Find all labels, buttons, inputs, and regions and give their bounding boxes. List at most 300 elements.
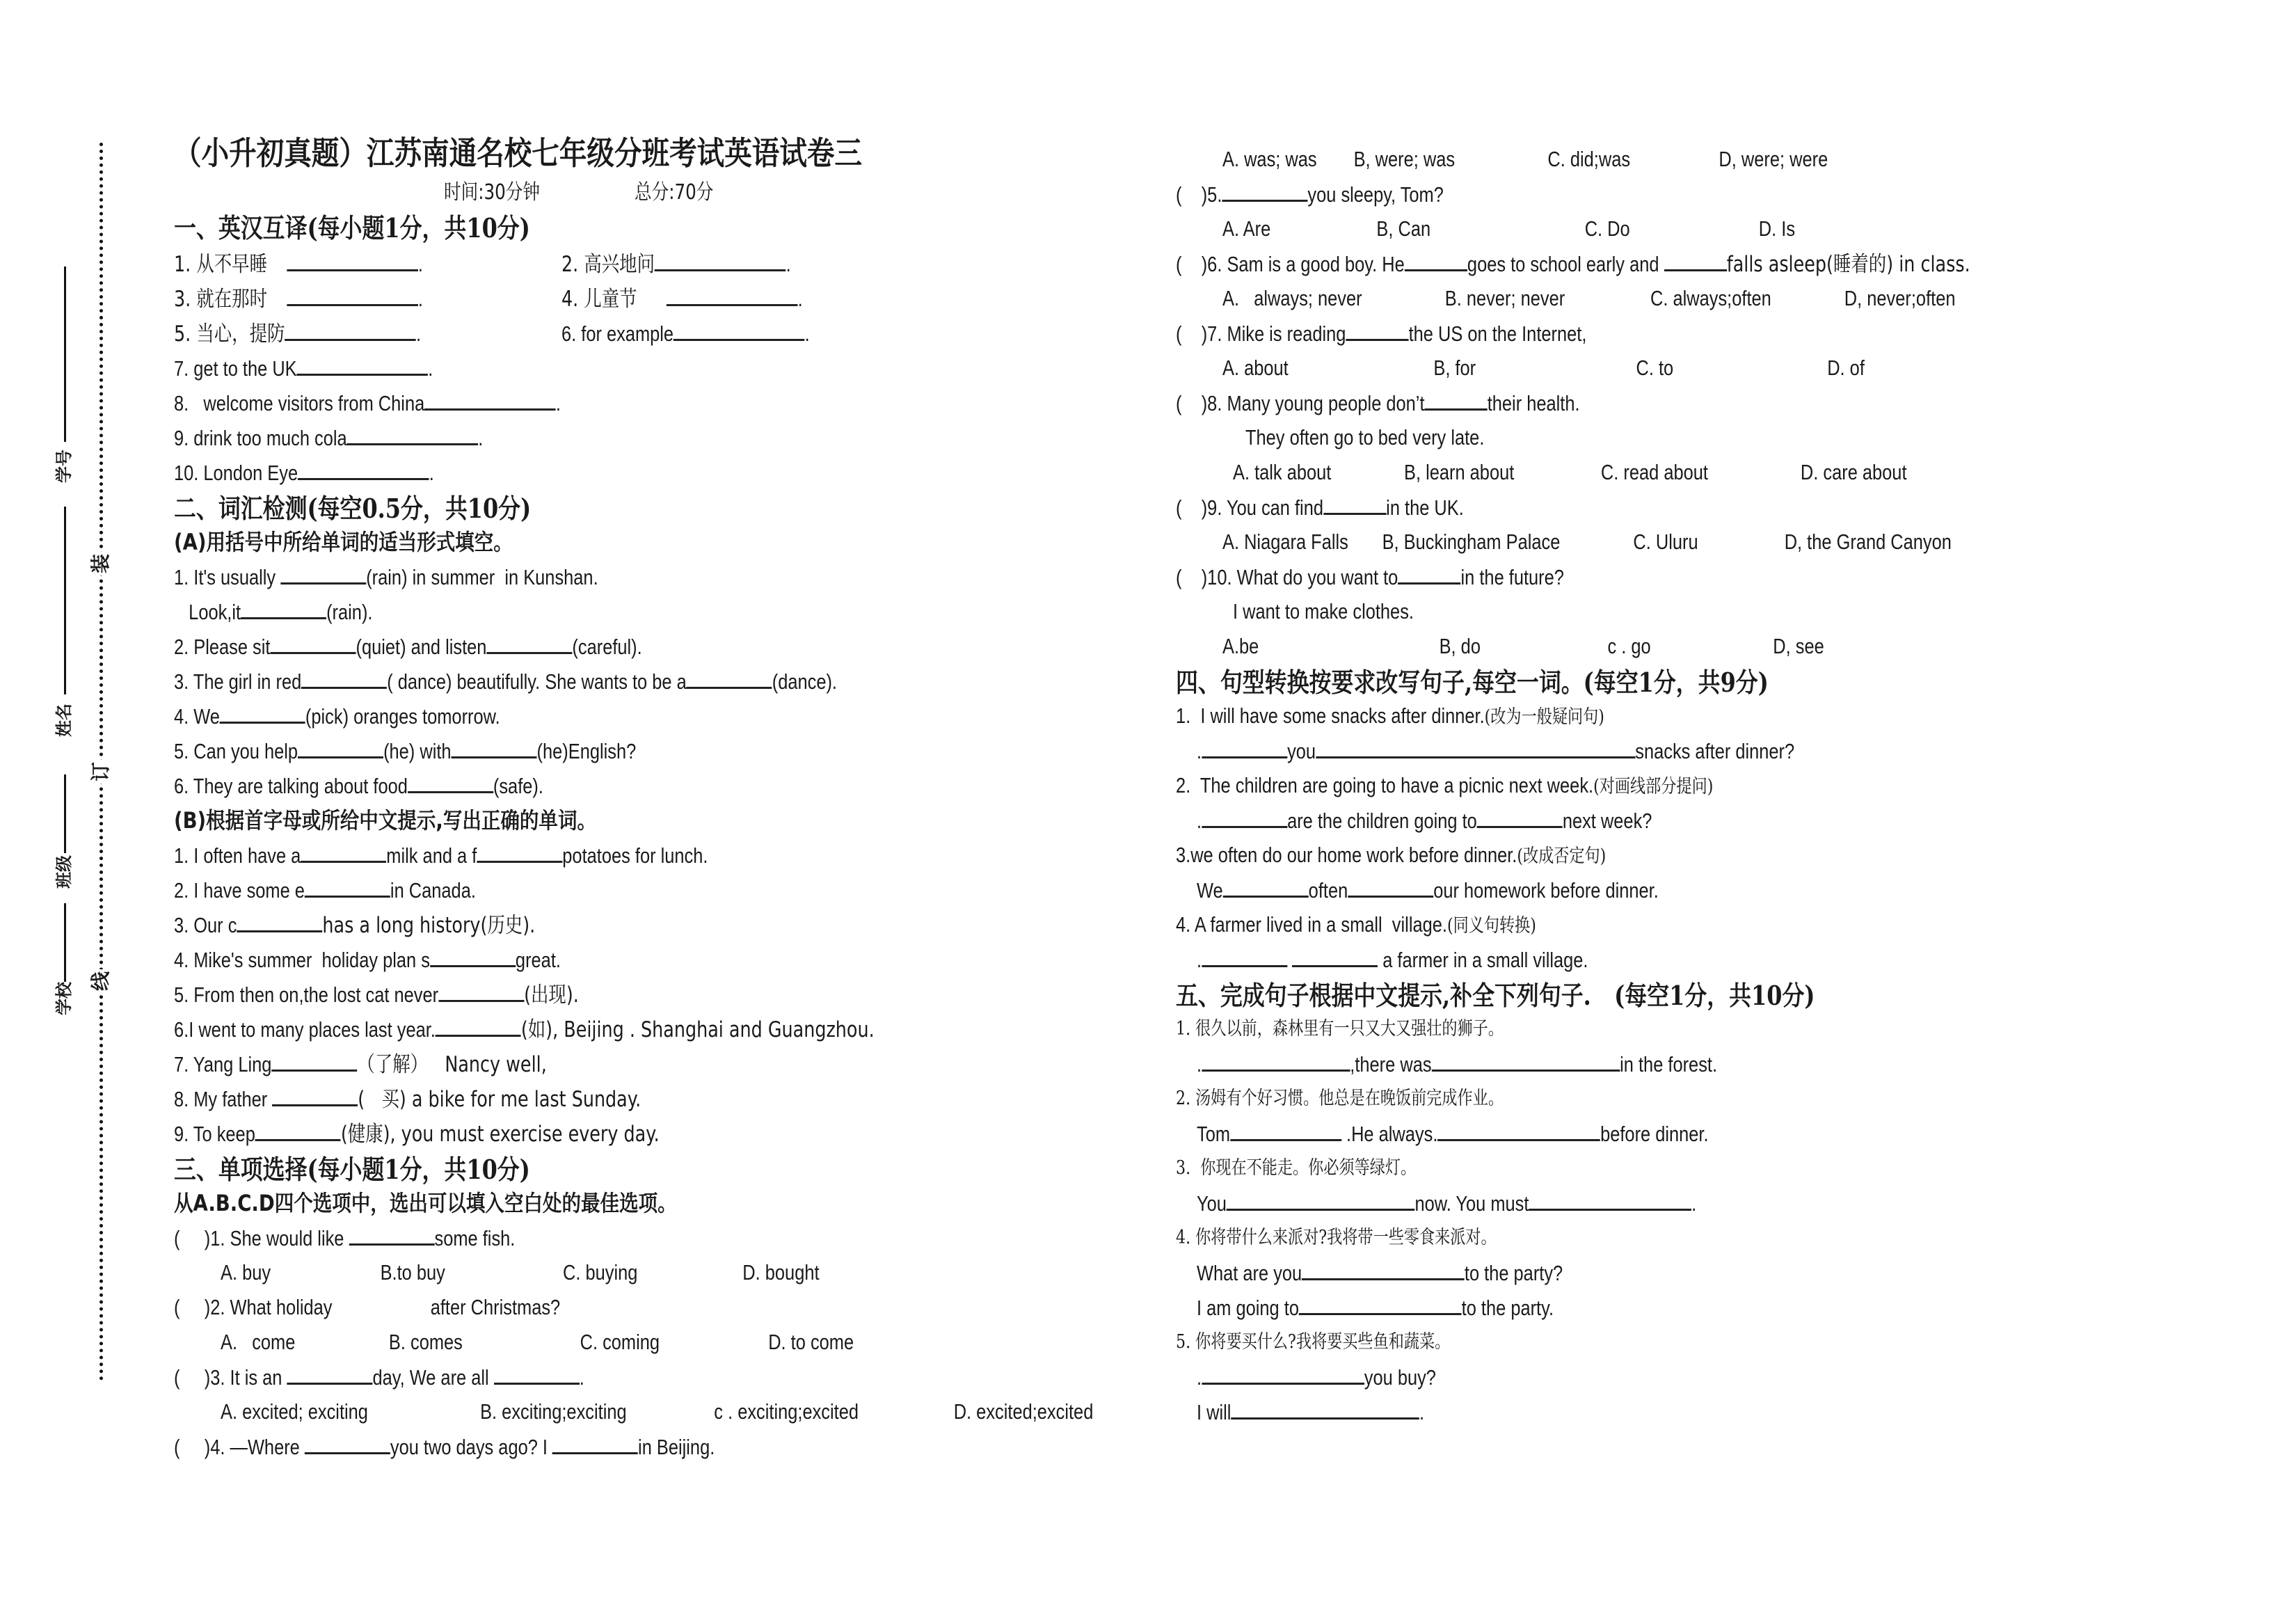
text: (careful). (572, 635, 642, 659)
option-d[interactable]: D. Is (1758, 216, 1796, 241)
answer-bracket[interactable]: ( (1176, 182, 1182, 207)
page-title: （小升初真题）江苏南通名校七年级分班考试英语试卷三 (174, 134, 862, 172)
text: in the UK. (1386, 495, 1464, 520)
answer-blank[interactable] (280, 562, 366, 585)
student-number-line[interactable] (64, 267, 66, 442)
answer-blank[interactable] (1230, 1118, 1341, 1141)
text: day, We are all (372, 1365, 494, 1390)
text: next week? (1562, 809, 1652, 833)
text: .He always. (1346, 1122, 1438, 1146)
s4-answer-2 (1197, 805, 1652, 836)
answer-blank[interactable] (1348, 875, 1433, 898)
answer-blank[interactable] (430, 944, 516, 967)
text: )1. She would like (204, 1226, 349, 1250)
text: Tom (1197, 1122, 1231, 1146)
answer-blank[interactable] (687, 666, 772, 689)
s4-answer-3 (1197, 875, 1659, 905)
s1-item-label: 4. 儿童节 (561, 287, 637, 312)
class-label: 班级 (54, 855, 74, 889)
s1-item-6: 6. for example . (561, 318, 810, 349)
answer-blank[interactable] (486, 631, 572, 654)
answer-blank[interactable] (272, 1083, 358, 1106)
answer-blank[interactable] (1299, 1292, 1462, 1315)
answer-blank[interactable] (237, 909, 322, 932)
text: 7. Yang Ling (174, 1052, 272, 1076)
text: (健康), you must exercise every day. (340, 1122, 660, 1147)
hint: (对画线部分提问) (1593, 776, 1714, 797)
name-line[interactable] (64, 507, 66, 694)
text: (如), Beijing . Shanghai and Guangzhou. (520, 1017, 875, 1042)
answer-blank[interactable] (298, 457, 429, 480)
text: （了解） Nancy well, (357, 1052, 547, 1077)
answer-bracket[interactable]: ( (174, 1365, 180, 1390)
text: )3. It is an (204, 1365, 287, 1390)
s1-item-8: 8. welcome visitors from China . (174, 388, 561, 418)
text: (dance). (772, 669, 838, 694)
s4-answer-1 (1197, 736, 1794, 766)
answer-blank (1323, 492, 1386, 515)
mc-options-3 (221, 1397, 1093, 1427)
answer-blank (1405, 248, 1467, 271)
text: 6. They are talking about food (174, 774, 408, 798)
s5-prompt-1: 1. 很久以前，森林里有一只又大又强壮的狮子。 (1176, 1018, 1504, 1040)
option-b[interactable]: B, Can (1376, 216, 1431, 241)
option-c[interactable]: C. always;often (1650, 286, 1771, 310)
answer-blank[interactable] (1437, 1118, 1600, 1141)
s1-item-1: 1. 从不早睡 . (174, 248, 423, 279)
option-b[interactable]: B, were; was (1353, 147, 1456, 171)
answer-blank[interactable] (452, 736, 537, 758)
text: 3. Our c (174, 913, 237, 937)
text: goes to school early and (1467, 252, 1664, 276)
name-label: 姓名 (54, 703, 74, 737)
answer-bracket[interactable]: ( (1176, 252, 1182, 276)
answer-blank[interactable] (408, 770, 493, 793)
text: often (1308, 878, 1348, 903)
answer-blank (1398, 562, 1460, 585)
section2-heading: 二、词汇检测(每空0.5分，共10分) (174, 493, 532, 524)
s1-item-label: 6. for example (561, 321, 674, 346)
mc-options-7 (1222, 353, 1865, 383)
answer-blank[interactable] (285, 318, 416, 341)
answer-blank (349, 1223, 435, 1246)
option-a[interactable]: A.be (1222, 634, 1259, 658)
text: 2. I have some e (174, 878, 305, 903)
s2b-line (174, 1118, 660, 1149)
text: snacks after dinner? (1635, 739, 1795, 763)
answer-blank[interactable] (655, 248, 786, 271)
text: a farmer in a small village. (1382, 948, 1588, 972)
mc-options-8 (1233, 457, 1907, 488)
mc-question-9 (1176, 492, 1464, 523)
mc-question-8 (1176, 388, 1580, 418)
answer-blank[interactable] (1231, 1397, 1419, 1420)
s2b-line (174, 979, 579, 1010)
answer-bracket[interactable]: ( (1176, 495, 1182, 520)
answer-blank[interactable] (1202, 805, 1287, 828)
text: ( dance) beautifully. She wants to be a (387, 669, 687, 694)
text: )6. Sam is a good boy. He (1201, 252, 1405, 276)
s5-answer-4b (1197, 1292, 1554, 1323)
text: our homework before dinner. (1433, 878, 1659, 903)
option-a[interactable]: A. buy (221, 1260, 271, 1285)
answer-blank[interactable] (347, 422, 479, 445)
text: 1. I will have some snacks after dinner. (1176, 703, 1485, 728)
answer-blank[interactable] (477, 840, 562, 863)
s5-prompt-3: 3. 你现在不能走。你必须等绿灯。 (1176, 1157, 1417, 1179)
s1-item-3: 3. 就在那时 . (174, 283, 423, 314)
section2a-heading: (A)用括号中所给单词的适当形式填空。 (174, 529, 513, 555)
section3-heading: 三、单项选择(每小题1分，共10分) (174, 1154, 530, 1185)
s1-item-label: 1. 从不早睡 (174, 252, 268, 277)
section3-instruction: 从A.B.C.D四个选项中，选出可以填入空白处的最佳选项。 (174, 1190, 677, 1216)
text: )4. —Where (204, 1435, 305, 1459)
text: . (1197, 739, 1202, 763)
mc-options-4 (1222, 144, 1828, 175)
s2b-line (174, 1083, 641, 1114)
text: 3.we often do our home work before dinner. (1176, 843, 1517, 867)
answer-blank[interactable] (1227, 1188, 1415, 1211)
answer-blank[interactable] (241, 596, 326, 619)
text: )2. What holiday (204, 1295, 333, 1319)
score-label: 总分:70分 (635, 180, 714, 205)
text: 4. A farmer lived in a small village. (1176, 912, 1447, 937)
answer-blank (1222, 179, 1307, 202)
text: . (1419, 1400, 1425, 1424)
option-b[interactable]: B. comes (388, 1330, 463, 1354)
s4-prompt-4 (1176, 909, 1536, 940)
mc-options-10 (1222, 631, 1824, 662)
text: 5. Can you help (174, 739, 298, 763)
hint: (改成否定句) (1517, 845, 1607, 867)
s4-prompt-1 (1176, 701, 1604, 731)
option-a[interactable]: A. Niagara Falls (1222, 530, 1348, 554)
s1-item-label: 2. 高兴地问 (561, 252, 655, 277)
text: falls asleep(睡着的) in class. (1726, 252, 1970, 277)
s5-answer-3 (1197, 1188, 1696, 1218)
answer-bracket[interactable]: ( (174, 1295, 180, 1319)
student-number-label: 学号 (54, 450, 74, 483)
answer-blank[interactable] (1202, 1049, 1350, 1072)
s2a-line (174, 596, 372, 627)
s4-prompt-2 (1176, 770, 1713, 801)
text: (safe). (493, 774, 543, 798)
answer-blank[interactable] (1202, 944, 1287, 967)
text: )9. You can find (1201, 495, 1323, 520)
answer-blank[interactable] (1477, 805, 1563, 828)
text: . (579, 1365, 584, 1390)
text: I will (1197, 1400, 1231, 1424)
option-a[interactable]: A. about (1222, 356, 1289, 380)
s1-item-label: 10. London Eye (174, 461, 298, 485)
s1-item-5: 5. 当心，提防 . (174, 318, 421, 349)
text: ( 买) a bike for me last Sunday. (358, 1087, 641, 1112)
option-a[interactable]: A. was; was (1222, 147, 1317, 171)
answer-blank[interactable] (1202, 736, 1287, 758)
s4-prompt-3 (1176, 840, 1606, 870)
text: in the forest. (1620, 1052, 1718, 1076)
mc-question-5 (1176, 179, 1444, 209)
answer-blank[interactable] (436, 1014, 521, 1037)
text: )10. What do you want to (1201, 565, 1398, 589)
class-line[interactable] (64, 774, 66, 853)
option-b[interactable]: B. never; never (1444, 286, 1565, 310)
option-d[interactable]: D. excited;excited (953, 1399, 1094, 1424)
text: . (1197, 948, 1202, 972)
answer-blank[interactable] (1202, 1362, 1364, 1385)
answer-blank[interactable] (270, 631, 356, 654)
s5-answer-4a (1197, 1257, 1563, 1288)
answer-bracket[interactable]: ( (1176, 321, 1182, 346)
text: their health. (1487, 391, 1580, 415)
s2b-line (174, 840, 708, 870)
text: . (1691, 1191, 1697, 1216)
s5-answer-5a (1197, 1362, 1436, 1392)
option-a[interactable]: A. talk about (1233, 460, 1332, 484)
answer-bracket[interactable]: ( (1176, 565, 1182, 589)
text: are the children going to (1287, 809, 1477, 833)
s1-item-label: 7. get to the UK (174, 356, 297, 381)
option-d[interactable]: D, see (1773, 634, 1824, 658)
answer-blank[interactable] (1223, 875, 1309, 898)
text: (pick) oranges tomorrow. (305, 704, 500, 729)
text: Look,it (174, 600, 241, 624)
text: ,there was (1350, 1052, 1432, 1076)
option-d[interactable]: D, the Grand Canyon (1784, 530, 1952, 554)
option-b[interactable]: B, learn about (1404, 460, 1515, 484)
option-a[interactable]: A. Are (1222, 216, 1271, 241)
answer-blank[interactable] (1292, 944, 1378, 967)
hint: (同义句转换) (1446, 915, 1536, 937)
text: What are you (1197, 1261, 1302, 1285)
answer-blank (305, 1431, 390, 1454)
answer-blank[interactable] (1302, 1257, 1465, 1280)
text: 1. I often have a (174, 843, 301, 868)
s2a-line (174, 736, 636, 766)
answer-blank[interactable] (1316, 736, 1635, 758)
text: now. You must (1414, 1191, 1529, 1216)
text: milk and a f (386, 843, 477, 868)
text: . (1197, 1052, 1202, 1076)
text: to the party? (1464, 1261, 1563, 1285)
hint: (改为一般疑问句) (1484, 706, 1604, 728)
option-b[interactable]: B, for (1433, 356, 1476, 380)
text: You (1197, 1191, 1227, 1216)
text: the US on the Internet, (1408, 321, 1587, 346)
mc-extra-10: I want to make clothes. (1233, 599, 1414, 623)
mc-options-1 (221, 1257, 820, 1288)
s5-answer-5b (1197, 1397, 1424, 1427)
text: in Canada. (390, 878, 476, 903)
answer-blank[interactable] (438, 979, 524, 1002)
time-label: 时间:30分钟 (444, 180, 540, 205)
school-label: 学校 (54, 982, 74, 1015)
section1-heading: 一、英汉互译(每小题1分，共10分) (174, 212, 530, 244)
binding-mark-ding: 订 (89, 760, 113, 784)
answer-blank (494, 1362, 580, 1385)
s2a-line (174, 562, 598, 592)
s1-item-4: 4. 儿童节 . (561, 283, 803, 314)
text: 2. The children are going to have a picnic next week. (1176, 773, 1594, 797)
answer-blank[interactable] (1529, 1188, 1691, 1211)
section5-heading: 五、完成句子根据中文提示,补全下列句子. (每空1分，共10分) (1176, 980, 1815, 1011)
answer-bracket[interactable]: ( (1176, 391, 1182, 415)
option-b[interactable]: B.to buy (380, 1260, 445, 1285)
option-c[interactable]: C. buying (563, 1260, 638, 1285)
option-a[interactable]: A. come (221, 1330, 296, 1354)
text: I am going to (1197, 1296, 1299, 1320)
text: We (1197, 878, 1223, 903)
text: you (1287, 739, 1316, 763)
mc-question-1 (174, 1223, 515, 1253)
option-d[interactable]: D, never;often (1844, 286, 1956, 310)
text: 9. To keep (174, 1122, 255, 1146)
mc-question-4 (174, 1431, 715, 1462)
answer-blank[interactable] (271, 1049, 357, 1072)
answer-blank[interactable] (1432, 1049, 1620, 1072)
text: in Beijing. (638, 1435, 715, 1459)
text: 5. From then on,the lost cat never (174, 983, 439, 1007)
text: 4. We (174, 704, 220, 729)
option-d[interactable]: D. care about (1800, 460, 1907, 484)
mc-question-2 (174, 1292, 560, 1323)
text: )7. Mike is reading (1201, 321, 1346, 346)
text: before dinner. (1600, 1122, 1709, 1146)
option-b[interactable]: B, Buckingham Palace (1382, 530, 1561, 554)
answer-bracket[interactable]: ( (174, 1435, 180, 1459)
s2b-line (174, 1014, 875, 1044)
option-c[interactable]: C. did;was (1547, 147, 1631, 171)
mc-question-7 (1176, 318, 1586, 349)
mc-options-2 (221, 1327, 854, 1358)
answer-blank (1346, 318, 1408, 341)
s1-item-9: 9. drink too much cola . (174, 422, 483, 453)
s2a-line (174, 631, 642, 662)
option-d[interactable]: D. bought (742, 1260, 820, 1285)
section4-heading: 四、句型转换按要求改写句子,每空一词。(每空1分，共9分) (1176, 667, 1769, 698)
option-b[interactable]: B, do (1439, 634, 1481, 658)
text: (rain) in summer in Kunshan. (366, 565, 598, 589)
s5-prompt-4: 4. 你将带什么来派对?我将带一些零食来派对。 (1176, 1227, 1497, 1248)
option-c[interactable]: C. read about (1600, 460, 1708, 484)
answer-blank (552, 1431, 638, 1454)
option-a[interactable]: A. excited; exciting (221, 1399, 368, 1424)
text: great. (515, 948, 561, 972)
s5-prompt-5: 5. 你将要买什么?我将要买些鱼和蔬菜。 (1176, 1331, 1451, 1353)
answer-blank (1664, 248, 1727, 271)
s2b-line (174, 909, 535, 940)
s4-answer-4 (1197, 944, 1588, 975)
s1-item-2: 2. 高兴地问 . (561, 248, 791, 279)
option-c[interactable]: C. coming (580, 1330, 660, 1354)
s2a-line (174, 666, 837, 697)
option-c[interactable]: c . go (1607, 634, 1651, 658)
mc-options-5 (1222, 214, 1795, 244)
option-c[interactable]: C. Uluru (1633, 530, 1698, 554)
text: 1. It's usually (174, 565, 281, 589)
answer-bracket[interactable]: ( (174, 1226, 180, 1250)
option-c[interactable]: c . exciting;excited (714, 1399, 859, 1424)
text: )5. (1201, 182, 1222, 207)
text: after Christmas? (430, 1295, 561, 1319)
text: (he) with (383, 739, 452, 763)
text: )8. Many young people don’t (1201, 391, 1425, 415)
option-c[interactable]: C. Do (1584, 216, 1630, 241)
text: 6.I went to many places last year. (174, 1017, 436, 1042)
text: you buy? (1364, 1365, 1436, 1390)
answer-blank[interactable] (667, 283, 798, 306)
answer-blank[interactable] (297, 353, 429, 376)
text: you sleepy, Tom? (1307, 182, 1444, 207)
text: in the future? (1460, 565, 1564, 589)
s2b-line (174, 1049, 547, 1079)
text: (quiet) and listen (356, 635, 487, 659)
mc-options-6 (1222, 283, 1955, 314)
s1-item-label: 9. drink too much cola (174, 426, 347, 450)
option-d[interactable]: D. to come (768, 1330, 854, 1354)
school-line[interactable] (64, 903, 66, 982)
mc-options-9 (1222, 527, 1952, 557)
s1-item-label: 8. welcome visitors from China (174, 391, 425, 415)
answer-blank[interactable] (673, 318, 805, 341)
answer-blank[interactable] (298, 736, 383, 758)
mc-question-6 (1176, 248, 1970, 279)
mc-question-3 (174, 1362, 584, 1392)
s1-item-label: 3. 就在那时 (174, 287, 268, 312)
s5-prompt-2: 2. 汤姆有个好习惯。他总是在晚饭前完成作业。 (1176, 1088, 1504, 1109)
answer-blank (1425, 388, 1488, 411)
s5-answer-2 (1197, 1118, 1709, 1149)
option-d[interactable]: D. of (1827, 356, 1865, 380)
s1-item-10: 10. London Eye . (174, 457, 434, 488)
s2b-line (174, 944, 561, 975)
option-a[interactable]: A. always; never (1222, 286, 1362, 310)
answer-blank[interactable] (301, 666, 387, 689)
s2a-line (174, 701, 500, 731)
answer-blank[interactable] (220, 701, 305, 724)
text: potatoes for lunch. (562, 843, 708, 868)
answer-blank[interactable] (301, 840, 386, 863)
text: (he)English? (536, 739, 637, 763)
answer-blank[interactable] (305, 875, 390, 898)
s1-item-label: 5. 当心，提防 (174, 321, 285, 347)
mc-question-10 (1176, 562, 1564, 592)
text: has a long history(历史). (322, 913, 536, 938)
text: to the party. (1461, 1296, 1554, 1320)
text: 3. The girl in red (174, 669, 302, 694)
option-b[interactable]: B. exciting;exciting (480, 1399, 627, 1424)
text: 8. My father (174, 1087, 273, 1111)
answer-blank[interactable] (424, 388, 556, 411)
text: (出现). (524, 983, 579, 1008)
binding-mark-xian: 线 (89, 969, 113, 993)
answer-blank[interactable] (255, 1118, 341, 1141)
option-d[interactable]: D, were; were (1719, 147, 1828, 171)
s2b-line (174, 875, 476, 905)
s5-answer-1 (1197, 1049, 1717, 1079)
answer-blank[interactable] (287, 248, 418, 271)
text: you two days ago? I (390, 1435, 553, 1459)
text: (rain). (326, 600, 373, 624)
text: . (1197, 809, 1202, 833)
text: . (1197, 1365, 1202, 1390)
text: some fish. (434, 1226, 516, 1250)
option-c[interactable]: C. to (1636, 356, 1674, 380)
text: 2. Please sit (174, 635, 271, 659)
s1-item-7: 7. get to the UK . (174, 353, 433, 383)
text: 4. Mike's summer holiday plan s (174, 948, 430, 972)
answer-blank[interactable] (287, 283, 418, 306)
